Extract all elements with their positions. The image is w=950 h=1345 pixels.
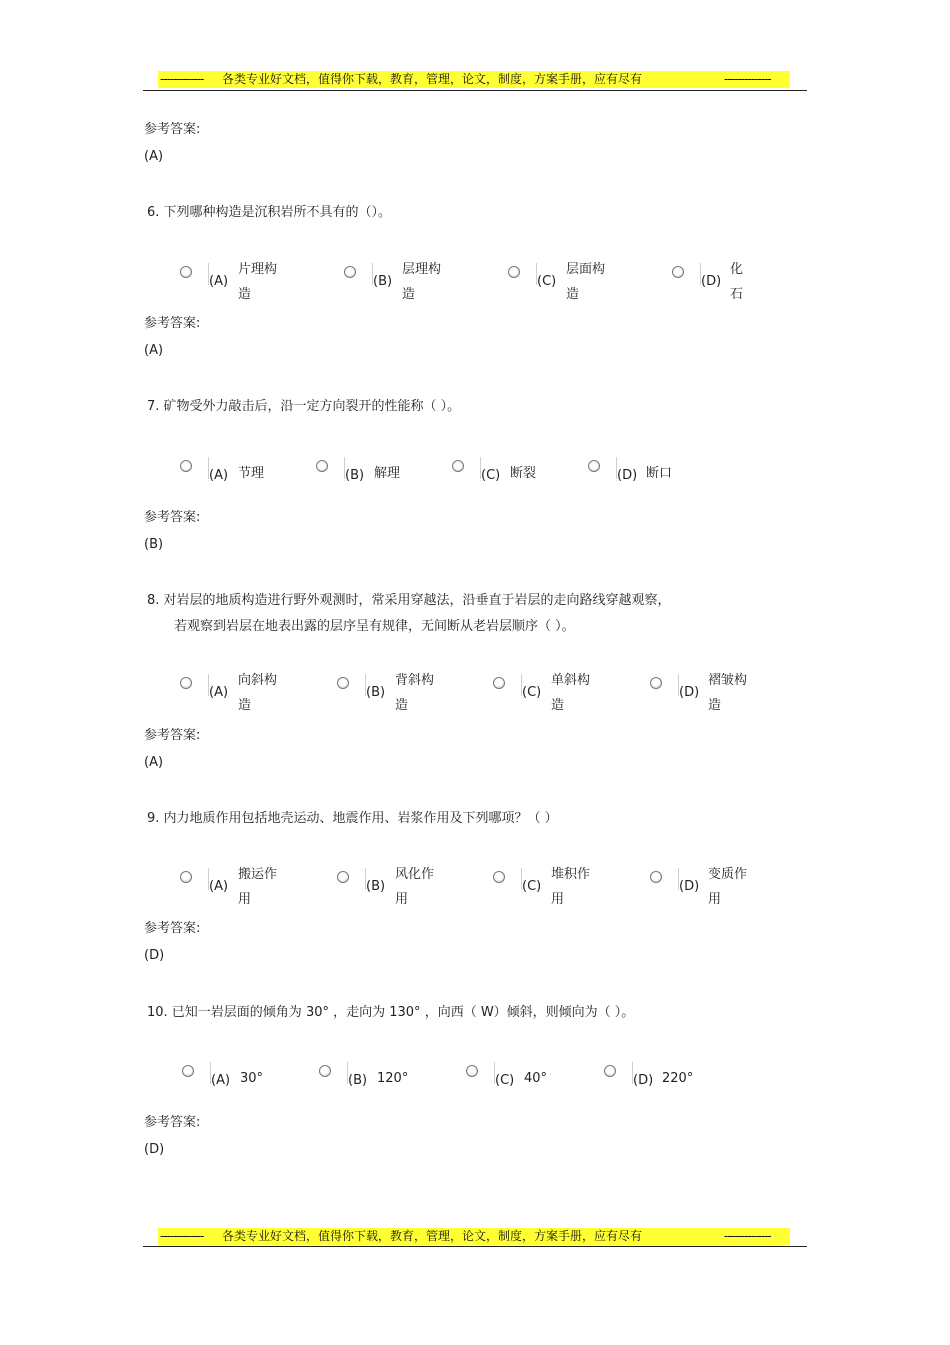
option-text: 向斜构造 <box>238 673 278 713</box>
option-letter: (D) <box>679 685 700 700</box>
radio-button-icon[interactable] <box>602 1062 633 1084</box>
option-letter: (B) <box>373 274 393 289</box>
radio-button-icon[interactable] <box>178 868 209 890</box>
option-letter: (C) <box>522 879 542 894</box>
option-letter: (C) <box>522 685 542 700</box>
option-letter: (B) <box>345 468 365 483</box>
question-stem: 9. 内力地质作用包括地壳运动、地震作用、岩浆作用及下列哪项？（ ） <box>147 811 558 826</box>
radio-button-icon[interactable] <box>335 868 366 890</box>
radio-button-icon[interactable] <box>670 263 701 285</box>
option-letter: (A) <box>209 879 229 894</box>
radio-button-icon[interactable] <box>491 868 522 890</box>
answer-label: 参考答案: <box>144 921 201 936</box>
option-letter: (C) <box>481 468 501 483</box>
option-letter: (D) <box>679 879 700 894</box>
answer-value: (A) <box>144 755 164 770</box>
option-text: 变质作用 <box>708 867 748 907</box>
radio-button-icon[interactable] <box>335 674 366 696</box>
radio-button-icon[interactable] <box>648 868 679 890</box>
option-letter: (C) <box>537 274 557 289</box>
option-letter: (B) <box>366 685 386 700</box>
option-text: 背斜构造 <box>395 673 435 713</box>
radio-button-icon[interactable] <box>317 1062 348 1084</box>
option-letter: (A) <box>209 685 229 700</box>
answer-value: (D) <box>144 1142 165 1157</box>
option-text: 化石 <box>730 262 744 302</box>
option-text: 褶皱构造 <box>708 673 748 713</box>
footer-text: 各类专业好文档，值得你下载，教育，管理，论文，制度，方案手册，应有尽有 <box>222 1229 643 1243</box>
question-stem: 8. 对岩层的地质构造进行野外观测时，常采用穿越法，沿垂直于岩层的走向路线穿越观察， <box>147 593 671 608</box>
header-dashes-left: ------------- <box>160 72 204 86</box>
footer-banner <box>158 1228 790 1245</box>
radio-button-icon[interactable] <box>178 457 209 479</box>
option-letter: (A) <box>209 274 229 289</box>
option-text: 220° <box>662 1071 694 1086</box>
option-text: 30° <box>240 1071 264 1086</box>
option-text: 片理构造 <box>238 262 278 302</box>
answer-value: (A) <box>144 149 164 164</box>
answer-value: (D) <box>144 948 165 963</box>
radio-button-icon[interactable] <box>450 457 481 479</box>
radio-button-icon[interactable] <box>586 457 617 479</box>
option-letter: (A) <box>211 1073 231 1088</box>
radio-button-icon[interactable] <box>178 263 209 285</box>
footer-dashes-left: ------------- <box>160 1229 204 1243</box>
answer-value: (B) <box>144 537 164 552</box>
radio-button-icon[interactable] <box>180 1062 211 1084</box>
radio-button-icon[interactable] <box>491 674 522 696</box>
header-text: 各类专业好文档，值得你下载，教育，管理，论文，制度，方案手册，应有尽有 <box>222 72 643 86</box>
header-rule <box>143 90 807 91</box>
option-text: 单斜构造 <box>551 673 591 713</box>
question-stem: 6. 下列哪种构造是沉积岩所不具有的（）。 <box>147 205 392 220</box>
option-letter: (B) <box>348 1073 368 1088</box>
answer-label: 参考答案: <box>144 510 201 525</box>
radio-button-icon[interactable] <box>464 1062 495 1084</box>
option-text: 40° <box>524 1071 548 1086</box>
option-text: 120° <box>377 1071 409 1086</box>
radio-button-icon[interactable] <box>648 674 679 696</box>
answer-label: 参考答案: <box>144 316 201 331</box>
option-letter: (D) <box>701 274 722 289</box>
option-text: 层理构造 <box>402 262 442 302</box>
option-text: 层面构造 <box>566 262 606 302</box>
radio-button-icon[interactable] <box>178 674 209 696</box>
radio-button-icon[interactable] <box>314 457 345 479</box>
option-text: 风化作用 <box>395 867 435 907</box>
answer-label: 参考答案: <box>144 728 201 743</box>
option-text: 搬运作用 <box>238 867 278 907</box>
header-banner <box>158 71 790 88</box>
option-text: 断裂 <box>510 466 537 481</box>
option-letter: (D) <box>617 468 638 483</box>
radio-button-icon[interactable] <box>506 263 537 285</box>
radio-button-icon[interactable] <box>342 263 373 285</box>
question-stem: 10. 已知一岩层面的倾角为 30° ，走向为 130° ，向西（ W）倾斜，则倾向为（ ）。 <box>147 1005 635 1020</box>
answer-label: 参考答案: <box>144 122 201 137</box>
question-stem-continued: 若观察到岩层在地表出露的层序呈有规律，无间断从老岩层顺序（ ）。 <box>174 619 575 634</box>
option-text: 断口 <box>646 466 673 481</box>
option-letter: (D) <box>633 1073 654 1088</box>
answer-label: 参考答案: <box>144 1115 201 1130</box>
option-letter: (B) <box>366 879 386 894</box>
option-text: 解理 <box>374 466 401 481</box>
answer-value: (A) <box>144 343 164 358</box>
option-text: 堆积作用 <box>551 867 591 907</box>
header-dashes-right: -------------- <box>724 72 771 86</box>
question-stem: 7. 矿物受外力敲击后，沿一定方向裂开的性能称（ ）。 <box>147 399 461 414</box>
footer-rule <box>143 1246 807 1247</box>
option-letter: (A) <box>209 468 229 483</box>
footer-dashes-right: -------------- <box>724 1229 771 1243</box>
option-letter: (C) <box>495 1073 515 1088</box>
option-text: 节理 <box>238 466 265 481</box>
